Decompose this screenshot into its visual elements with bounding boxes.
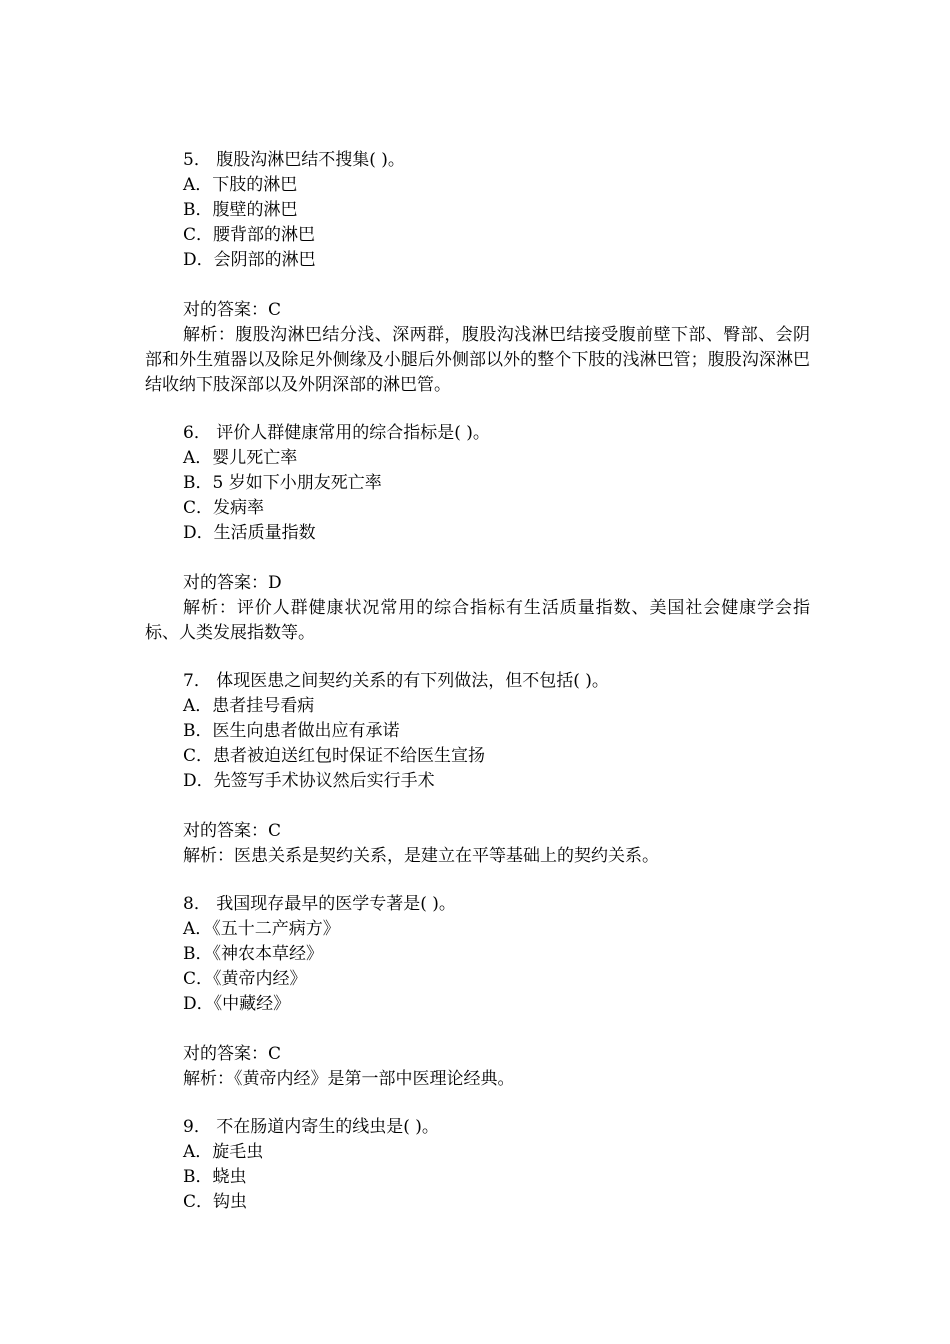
answer-text: 对的答案：C [183, 1044, 282, 1064]
option-a: A．下肢的淋巴 [183, 175, 298, 195]
analysis-text: 解析：评价人群健康状况常用的综合指标有生活质量指数、美国社会健康学会指标、人类发展指数等。 [145, 598, 810, 643]
option-b: B．5 岁如下小朋友死亡率 [183, 473, 382, 493]
option-d: D．会阴部的淋巴 [183, 250, 316, 270]
option-b: B．蛲虫 [183, 1167, 247, 1187]
question-text: 5． 腹股沟淋巴结不搜集( )。 [183, 150, 405, 170]
answer-text: 对的答案：C [183, 821, 282, 841]
question-block-6 [145, 421, 810, 646]
question-text: 8． 我国现存最早的医学专著是( )。 [183, 894, 456, 914]
question-block-5 [145, 148, 810, 398]
analysis-text: 解析：腹股沟淋巴结分浅、深两群，腹股沟浅淋巴结接受腹前壁下部、臀部、会阴部和外生殖器以及除足外侧缘及小腿后外侧部以外的整个下肢的浅淋巴管；腹股沟深淋巴结收纳下肢深部以及外阴深部的淋巴管。 [145, 325, 810, 395]
question-block-9 [145, 1115, 810, 1215]
spacer [145, 273, 810, 298]
option-c: C．患者被迫送红包时保证不给医生宣扬 [183, 746, 486, 766]
analysis-text: 解析：《黄帝内经》是第一部中医理论经典。 [183, 1069, 515, 1089]
spacer [145, 1017, 810, 1042]
question-text: 9． 不在肠道内寄生的线虫是( )。 [183, 1117, 439, 1137]
option-b: B．医生向患者做出应有承诺 [183, 721, 400, 741]
spacer [145, 794, 810, 819]
answer-text: 对的答案：C [183, 300, 282, 320]
option-a: A．婴儿死亡率 [183, 448, 298, 468]
option-b: B．腹壁的淋巴 [183, 200, 298, 220]
option-c: C．发病率 [183, 498, 265, 518]
option-c: C．腰背部的淋巴 [183, 225, 316, 245]
option-c: C．《黄帝内经》 [183, 969, 307, 989]
option-b: B．《神农本草经》 [183, 944, 323, 964]
option-a: A．《五十二产病方》 [183, 919, 340, 939]
question-text: 7． 体现医患之间契约关系的有下列做法，但不包括( )。 [183, 671, 609, 691]
spacer [145, 546, 810, 571]
option-d: D．《中藏经》 [183, 994, 291, 1014]
question-text: 6． 评价人群健康常用的综合指标是( )。 [183, 423, 490, 443]
analysis-text: 解析：医患关系是契约关系，是建立在平等基础上的契约关系。 [183, 846, 659, 866]
answer-text: 对的答案：D [183, 573, 282, 593]
option-d: D．先签写手术协议然后实行手术 [183, 771, 435, 791]
option-a: A．旋毛虫 [183, 1142, 264, 1162]
document-page [145, 148, 810, 1238]
question-block-8 [145, 892, 810, 1092]
option-a: A．患者挂号看病 [183, 696, 315, 716]
option-c: C．钩虫 [183, 1192, 248, 1212]
question-block-7 [145, 669, 810, 869]
option-d: D．生活质量指数 [183, 523, 316, 543]
